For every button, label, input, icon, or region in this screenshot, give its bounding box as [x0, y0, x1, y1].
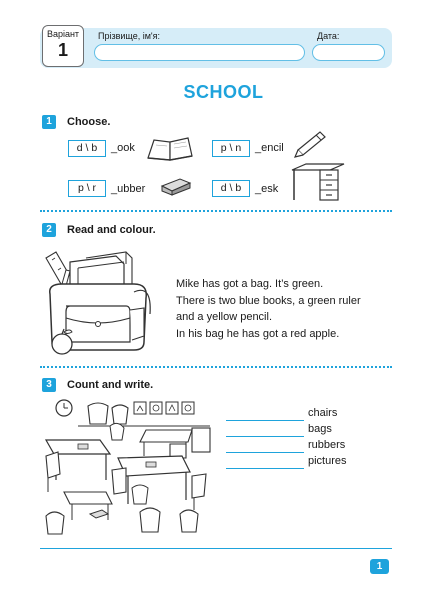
reading-line-2: There is two blue books, a green ruler: [176, 294, 361, 307]
exercise-1-number: 1: [42, 115, 56, 129]
classroom-illustration: [42, 396, 212, 540]
word-rubber: _ubber: [111, 183, 146, 195]
exercise-2-title: Read and colour.: [67, 224, 156, 236]
divider-1: [40, 210, 392, 212]
word-pictures: pictures: [308, 455, 347, 467]
variant-box: [42, 25, 84, 67]
answer-line-chairs[interactable]: [226, 420, 304, 421]
backpack-illustration: [40, 244, 156, 356]
variant-number: 1: [57, 40, 68, 60]
word-book: _ook: [111, 142, 135, 154]
page-title: SCHOOL: [183, 82, 264, 102]
answer-line-bags[interactable]: [226, 436, 304, 437]
reading-line-1: Mike has got a bag. It’s green.: [176, 278, 324, 290]
exercise-2-number: 2: [42, 223, 56, 237]
reading-line-4: In his bag he has got a red apple.: [176, 327, 340, 340]
footer-line: [40, 548, 392, 549]
rubber-icon: [160, 176, 192, 196]
word-chairs: chairs: [308, 407, 338, 419]
answer-line-rubbers[interactable]: [226, 452, 304, 453]
date-field[interactable]: [312, 44, 385, 61]
word-desk: _esk: [255, 183, 279, 195]
pencil-icon: [294, 128, 328, 154]
choice-box-rubber[interactable]: p \ r: [68, 180, 106, 197]
divider-2: [40, 366, 392, 368]
reading-line-3: and a yellow pencil.: [176, 311, 273, 323]
name-field[interactable]: [94, 44, 305, 61]
exercise-1-title: Choose.: [67, 116, 111, 128]
desk-icon: [290, 162, 346, 202]
word-pencil: _encil: [255, 142, 284, 154]
word-bags: bags: [308, 423, 332, 435]
page-number: 1: [370, 559, 389, 574]
exercise-3-number: 3: [42, 378, 56, 392]
choice-box-book[interactable]: d \ b: [68, 140, 106, 157]
reading-text: [176, 276, 386, 342]
date-label: Дата:: [317, 31, 340, 41]
name-label: Прізвище, ім'я:: [98, 31, 160, 41]
variant-label: Варіант: [46, 29, 80, 39]
answer-line-pictures[interactable]: [226, 468, 304, 469]
exercise-3-title: Count and write.: [67, 379, 154, 391]
book-icon: [146, 134, 194, 162]
word-rubbers: rubbers: [308, 439, 346, 451]
choice-box-desk[interactable]: d \ b: [212, 180, 250, 197]
choice-box-pencil[interactable]: p \ n: [212, 140, 250, 157]
